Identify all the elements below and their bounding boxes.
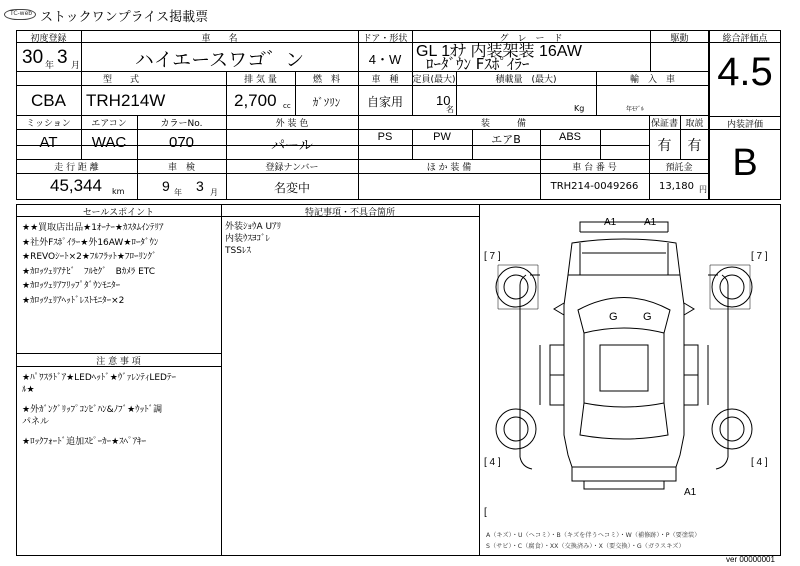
damage-legend-line1: A（キズ）・U（ヘコミ）・B（キズを伴うヘコミ）・W（補修跡）・P（要塗装） xyxy=(486,532,701,539)
capacity-unit: 名 xyxy=(446,105,454,114)
page-title: ストックワンプライス掲載票 xyxy=(40,10,209,25)
version-label: ver 00000001 xyxy=(726,555,775,564)
exterior-color-value: パール xyxy=(271,138,313,154)
label-color-no: カラーNo. xyxy=(160,119,203,129)
sales-point-line: ★REVOｼｰﾄ×2★ﾌﾙﾌﾗｯﾄ★ﾌﾛｰﾘﾝｸﾞ xyxy=(22,252,157,263)
mark-g-right: G xyxy=(643,311,652,323)
note-line: ★ﾛｯｸﾌｫｰﾄﾞ追加ｽﾋﾟｰｶｰ★ｽﾍﾟｱｷｰ xyxy=(22,437,147,447)
bracket-bottom-right: [ 4 ] xyxy=(751,457,768,468)
bracket-bottom-left: [ 4 ] xyxy=(484,457,501,468)
plate-value: 名変中 xyxy=(273,181,310,195)
sales-point-line: ★ｶﾛｯﾂｪﾘｱﾅﾋﾞ ﾌﾙｾｸﾞ Bｶﾒﾗ ETC xyxy=(22,266,156,277)
sales-point-line: ★社外Fｽﾎﾟｲﾗｰ★外16AW★ﾛｰﾀﾞｳﾝ xyxy=(22,237,159,248)
mileage-unit: km xyxy=(112,187,125,196)
special-line: 内装ｳｽﾖｺﾞﾚ xyxy=(225,234,271,244)
first-reg-year: 30 xyxy=(22,47,44,68)
equip-abs: ABS xyxy=(558,131,581,143)
label-car-name: 車 名 xyxy=(201,34,238,44)
label-mission: ミッション xyxy=(26,119,71,129)
label-fuel: 燃 料 xyxy=(312,75,340,85)
sales-point-line: ★ｶﾛｯﾂｪﾘｱﾌﾘｯﾌﾟﾀﾞｳﾝﾓﾆﾀｰ xyxy=(22,281,121,292)
label-equipment: 装 備 xyxy=(480,119,526,129)
special-notes-title: 特記事項・不具合箇所 xyxy=(304,208,395,218)
type-prefix: CBA xyxy=(31,91,66,110)
label-aircon: エアコン xyxy=(91,119,127,129)
grade-line2: ﾛｰﾀﾞｳﾝ Fｽﾎﾟｲﾗｰ xyxy=(426,55,530,73)
label-interior-score: 内装評価 xyxy=(726,120,763,130)
equip-airbag: エアB xyxy=(491,133,521,146)
special-line: TSSﾚｽ xyxy=(225,246,251,256)
capacity-value: 10 xyxy=(436,93,451,108)
equip-pw: PW xyxy=(433,131,451,143)
mission-value: AT xyxy=(39,134,58,151)
car-name: ハイエースワゴ゛ン xyxy=(134,49,305,71)
bracket-top-right: [ 7 ] xyxy=(751,251,768,262)
import-note: 年ﾓﾃﾞﾙ xyxy=(626,106,645,113)
mileage-value: 45,344 xyxy=(50,176,102,195)
mark-a1-rear: A1 xyxy=(684,487,697,498)
special-notes-list xyxy=(225,221,281,257)
note-line: ★外ｶﾞﾝｸﾞﾘｯﾌﾟｺﾝﾋﾞﾊﾝ&ﾉﾌﾞ★ｳｯﾄﾞ調 xyxy=(22,405,163,415)
inspection-month: 3 xyxy=(196,178,204,194)
label-mileage: 走 行 距 離 xyxy=(54,163,99,173)
label-model: 型 式 xyxy=(102,75,139,85)
type-code: TRH214W xyxy=(86,91,166,110)
label-inspection: 車 検 xyxy=(167,163,195,173)
label-door: ドア・形状 xyxy=(362,34,408,44)
displacement-unit: cc xyxy=(283,102,291,110)
warranty-value: 有 xyxy=(657,138,672,154)
color-no-value: 070 xyxy=(168,134,195,151)
sales-point-line: ★★買取店出品★1ｵｰﾅｰ★ｶｽﾀﾑｲﾝﾃﾘｱ xyxy=(22,223,164,233)
category-value: 自家用 xyxy=(366,95,403,109)
logo xyxy=(4,9,38,21)
car-damage-diagram xyxy=(480,205,780,555)
equip-ps: PS xyxy=(377,131,393,143)
label-chassis: 車 台 番 号 xyxy=(572,163,617,173)
door-shape: 4・W xyxy=(368,52,402,67)
first-reg-month-unit: 月 xyxy=(71,61,81,71)
note-line: ﾙ★ xyxy=(22,385,35,395)
inspection-year-unit: 年 xyxy=(174,188,182,197)
notes-list xyxy=(22,372,176,448)
note-line: ★ﾊﾟﾜｽﾗﾄﾞｱ★LEDﾍｯﾄﾞ★ｳﾞｧﾚﾝﾃｨLEDﾃｰ xyxy=(22,373,176,383)
aircon-value: WAC xyxy=(91,134,127,151)
sales-point-line: ★ｶﾛｯﾂｪﾘｱﾍｯﾄﾞﾚｽﾄﾓﾆﾀｰ×2 xyxy=(22,295,125,306)
inspection-year: 9 xyxy=(162,178,170,194)
label-warranty: 保証書 xyxy=(650,119,678,129)
label-import: 輸 入 車 xyxy=(629,75,675,85)
logo-text: TC-web xyxy=(10,10,33,17)
mark-a1-left: A1 xyxy=(604,217,617,228)
note-line: パネル xyxy=(22,417,50,427)
manual-value: 有 xyxy=(687,138,702,154)
inspection-month-unit: 月 xyxy=(210,188,218,197)
displacement: 2,700 xyxy=(234,91,277,110)
load-unit: Kg xyxy=(574,104,585,113)
label-drive: 駆動 xyxy=(670,34,689,44)
label-grade: グ レ ー ド xyxy=(499,34,563,44)
price-unit: 円 xyxy=(699,185,707,194)
label-capacity: 定員(最大) xyxy=(412,75,456,85)
label-score: 総合評価点 xyxy=(722,34,768,44)
interior-score-value: B xyxy=(732,142,758,184)
label-manual: 取説 xyxy=(685,119,704,129)
label-category: 車 種 xyxy=(371,75,399,85)
mark-g-left: G xyxy=(609,311,618,323)
bracket-top-left: [ 7 ] xyxy=(484,251,501,262)
sales-points-title: セールスポイント xyxy=(82,208,155,218)
label-load: 積載量 (最大) xyxy=(495,75,557,85)
mark-a1-right: A1 xyxy=(644,217,657,228)
grade-line1: GL 1ｵﾅ 内装架装 16AW xyxy=(416,43,582,60)
bracket-bottom: [ xyxy=(484,507,487,518)
label-price: 預託金 xyxy=(665,163,693,173)
fuel-value: ｶﾞｿﾘﾝ xyxy=(312,96,341,109)
first-reg-year-unit: 年 xyxy=(45,61,55,71)
label-displacement: 排 気 量 xyxy=(244,75,277,85)
label-first-reg: 初度登録 xyxy=(30,34,67,44)
score-value: 4.5 xyxy=(717,50,773,94)
first-reg-month: 3 xyxy=(57,47,68,68)
special-line: 外装ｼｮｳA Uｱﾘ xyxy=(225,222,282,232)
label-plate: 登録ナンバー xyxy=(265,163,319,173)
sales-points-list xyxy=(22,221,164,309)
label-exterior-color: 外 装 色 xyxy=(275,119,309,129)
damage-legend-line2: S（サビ）・C（腐食）・XX（交換済み）・X（要交換）・G（ガラスキズ） xyxy=(486,543,685,550)
chassis-value: TRH214-0049266 xyxy=(550,181,639,192)
price-value: 13,180 xyxy=(659,181,694,192)
notes-title: 注 意 事 項 xyxy=(96,357,141,367)
label-other-equip: ほ か 装 備 xyxy=(426,163,472,173)
